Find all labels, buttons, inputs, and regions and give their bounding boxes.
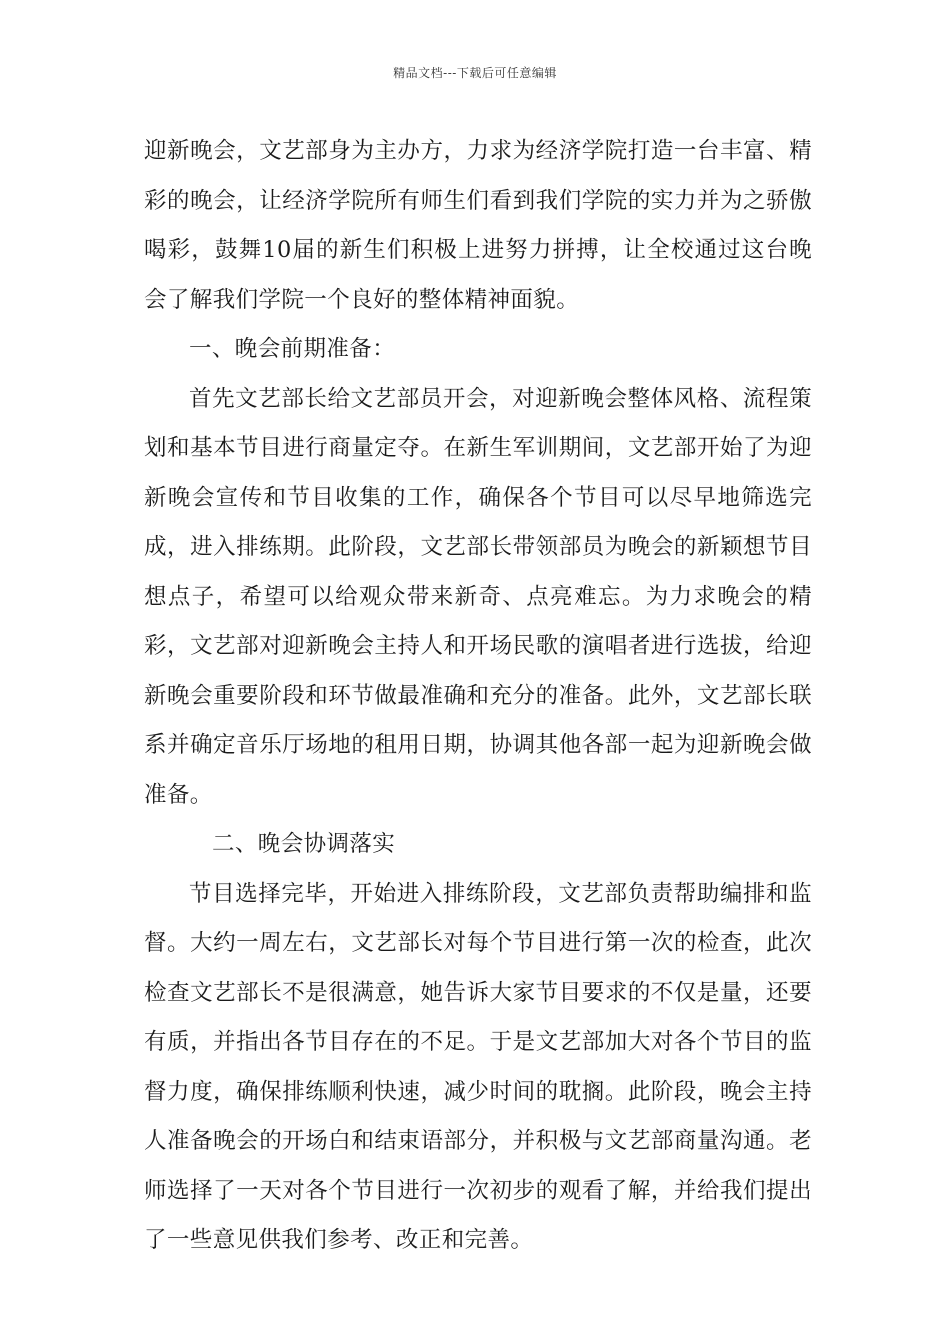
intro-paragraph: 迎新晚会，文艺部身为主办方，力求为经济学院打造一台丰富、精彩的晚会，让经济学院所有师生们看到我们学院的实力并为之骄傲喝彩，鼓舞10届的新生们积极上进努力拼搏，让全校通过这台晚会了解我们学院一个良好的整体精神面貌。 xyxy=(144,138,812,313)
section-heading-preparation: 一、晚会前期准备： xyxy=(189,336,396,362)
section-heading-coordination: 二、晚会协调落实 xyxy=(212,831,396,857)
preparation-paragraph: 首先文艺部长给文艺部员开会，对迎新晚会整体风格、流程策划和基本节目进行商量定夺。在新生军训期间，文艺部开始了为迎新晚会宣传和节目收集的工作，确保各个节目可以尽早地筛选完成，进入排练期。此阶段，文艺部长带领部员为晚会的新颖想节目想点子，希望可以给观众带来新奇、点亮难忘。为力求晚会的精彩，文艺部对迎新晚会主持人和开场民歌的演唱者进行选拔，给迎新晚会重要阶段和环节做最准确和充分的准备。此外，文艺部长联系并确定音乐厅场地的租用日期，协调其他各部一起为迎新晚会做准备。 xyxy=(144,385,812,808)
page-header: 精品文档---下载后可任意编辑 xyxy=(393,66,557,80)
document-body xyxy=(144,127,812,1266)
coordination-paragraph: 节目选择完毕，开始进入排练阶段，文艺部负责帮助编排和监督。大约一周左右，文艺部长对每个节目进行第一次的检查，此次检查文艺部长不是很满意，她告诉大家节目要求的不仅是量，还要有质，并指出各节目存在的不足。于是文艺部加大对各个节目的监督力度，确保排练顺利快速，减少时间的耽搁。此阶段，晚会主持人准备晚会的开场白和结束语部分，并积极与文艺部商量沟通。老师选择了一天对各个节目进行一次初步的观看了解，并给我们提出了一些意见供我们参考、改正和完善。 xyxy=(144,880,812,1253)
